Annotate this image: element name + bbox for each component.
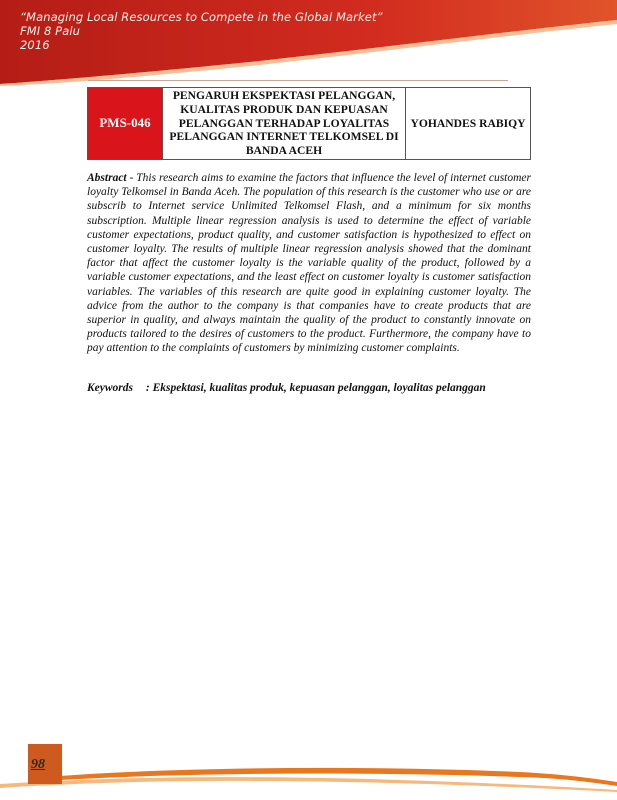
abstract-text: - This research aims to examine the factors that influence the level of internet customer loyalty Telkomsel in Banda Aceh. The population of this research is the customer who use or are subscrib to Internet service Unlimited Telkomsel Flash, and a minimum for six months subscription. Multiple linear regression analysis is used to determine the effect of variable customer expectations, product quality, and customer satisfaction is hypothesized to effect on customer loyalty. The results of multiple linear regression analysis showed that the dominant factor that affect the customer loyalty is the variable quality of the product, followed by a variable customer expectations, and the least effect on customer loyalty is customer satisfaction variables. The variables of this research are quite good in explaining customer loyalty. The advice from the author to the company is that companies have to create products that are superior in quality, and always maintain the quality of the product to constantly innovate on products tailored to the desires of customers to the product. Furthermore, the company have to pay attention to the complaints of customers by minimizing customer complaints.	[87, 172, 531, 355]
paper-code: PMS-046	[88, 88, 163, 160]
abstract-label: Abstract	[87, 172, 127, 184]
paper-author: YOHANDES RABIQY	[406, 88, 531, 160]
conference-tagline: “Managing Local Resources to Compete in the Global Market”	[20, 10, 383, 24]
conference-header	[20, 10, 383, 52]
event-name: FMI 8 Palu	[20, 24, 81, 38]
paper-title: PENGARUH EKSPEKTASI PELANGGAN, KUALITAS PRODUK DAN KEPUASAN PELANGGAN TERHADAP LOYALITAS PELANGGAN INTERNET TELKOMSEL DI BANDA ACEH	[163, 88, 406, 160]
event-year: 2016	[20, 38, 50, 52]
keywords-line	[87, 381, 531, 395]
paper-info-table	[87, 87, 531, 160]
abstract-paragraph	[87, 171, 531, 356]
keywords-label: Keywords	[87, 382, 133, 394]
keywords-separator: :	[145, 382, 150, 394]
footer-swoosh	[0, 740, 617, 800]
footer-band	[0, 740, 617, 800]
header-divider	[88, 80, 508, 81]
page-number: 98	[31, 757, 45, 772]
keywords-text: Ekspektasi, kualitas produk, kepuasan pelanggan, loyalitas pelanggan	[152, 382, 486, 394]
paper-info-row	[88, 88, 531, 160]
